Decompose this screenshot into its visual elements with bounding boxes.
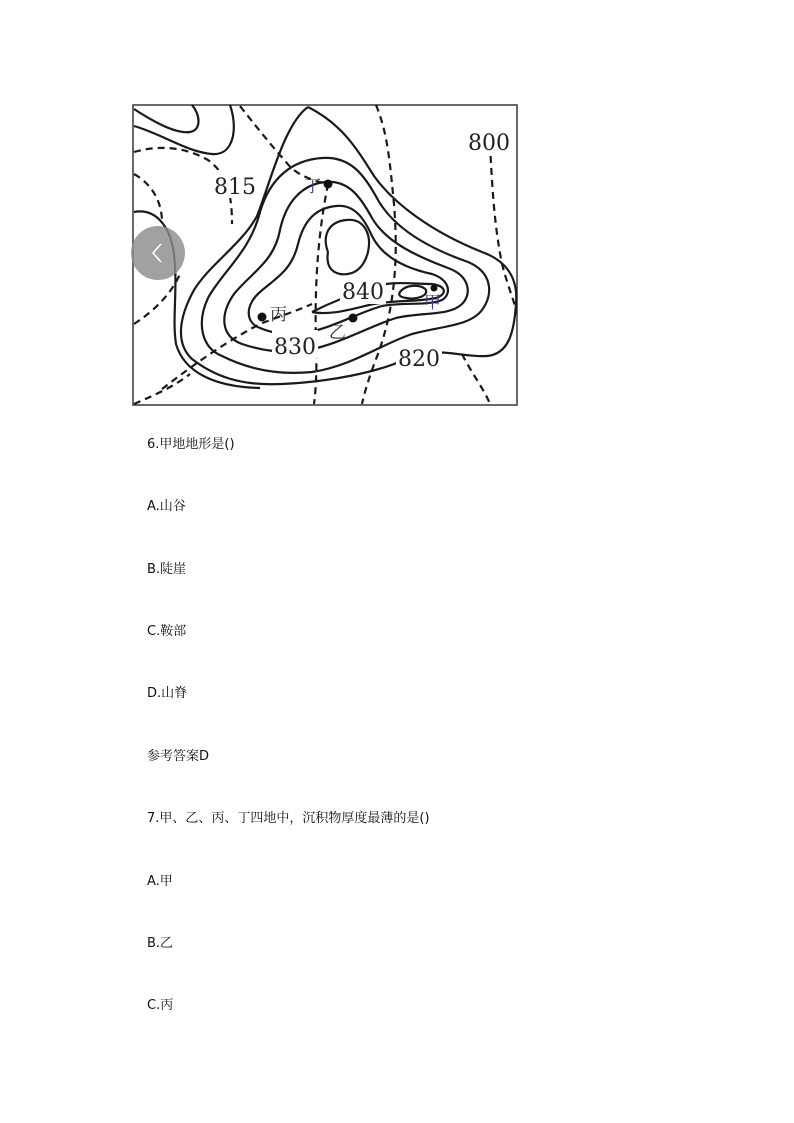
q7-option-b: B.乙 <box>147 936 174 951</box>
point-label-yi: 乙 <box>329 323 346 343</box>
point-jia <box>431 285 438 292</box>
contour-label-800: 800 <box>468 131 510 156</box>
contour-label-840: 840 <box>342 280 384 305</box>
point-ding <box>324 180 333 189</box>
point-label-jia: 甲 <box>424 293 441 313</box>
q7-option-a: A.甲 <box>147 874 173 889</box>
q7-option-c: C.丙 <box>147 998 174 1013</box>
question-6-text: 6.甲地地形是() <box>147 437 235 452</box>
contour-label-830: 830 <box>274 335 316 360</box>
contour-map-figure <box>132 104 518 406</box>
point-yi <box>349 314 358 323</box>
q6-answer: 参考答案D <box>147 749 210 764</box>
question-7-text: 7.甲、乙、丙、丁四地中，沉积物厚度最薄的是() <box>147 811 430 826</box>
q6-option-d: D.山脊 <box>147 686 188 701</box>
contour-map <box>132 104 518 406</box>
chevron-left-icon <box>148 241 168 265</box>
point-label-bing: 丙 <box>270 305 287 325</box>
point-bing <box>258 313 267 322</box>
q6-option-b: B.陡崖 <box>147 562 187 577</box>
q6-option-c: C.鞍部 <box>147 624 187 639</box>
contour-label-815: 815 <box>214 175 256 200</box>
q6-option-a: A.山谷 <box>147 499 186 514</box>
point-label-ding: 丁 <box>304 177 321 197</box>
previous-page-button[interactable] <box>131 226 185 280</box>
contour-label-820: 820 <box>398 347 440 372</box>
